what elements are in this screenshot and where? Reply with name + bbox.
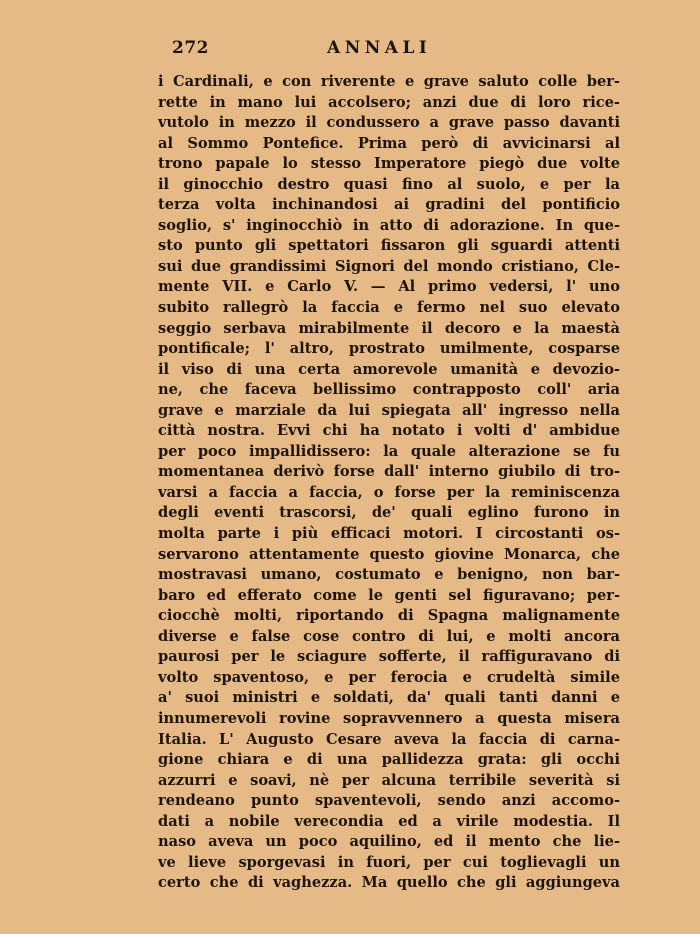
text-line: innumerevoli rovine sopravvennero a questa misera (158, 709, 620, 727)
running-head: ANNALI (327, 38, 432, 58)
text-line: volto spaventoso, e per ferocia e crudeltà simile (158, 668, 620, 686)
page-number: 272 (172, 38, 209, 58)
text-line: trono papale lo stesso Imperatore piegò due volte (158, 155, 620, 173)
text-line: mostravasi umano, costumato e benigno, non bar- (158, 566, 620, 584)
text-line: gione chiara e di una pallidezza grata: gli occhi (158, 751, 620, 769)
text-line: ve lieve sporgevasi in fuori, per cui toglievagli un (158, 853, 620, 871)
text-line: sto punto gli spettatori fissaron gli sguardi attenti (158, 237, 620, 255)
text-line: pontificale; l' altro, prostrato umilmente, cosparse (158, 340, 620, 358)
text-line: vutolo in mezzo il condussero a grave passo davanti (158, 114, 620, 132)
text-line: seggio serbava mirabilmente il decoro e la maestà (158, 319, 620, 337)
text-line: Italia. L' Augusto Cesare aveva la faccia di carna- (158, 730, 620, 748)
text-line: i Cardinali, e con riverente e grave saluto colle ber- (158, 73, 620, 90)
text-line: diverse e false cose contro di lui, e molti ancora (158, 627, 620, 645)
text-line: certo che di vaghezza. Ma quello che gli aggiungeva (158, 874, 620, 892)
text-line: grave e marziale da lui spiegata all' ingresso nella (158, 401, 620, 419)
text-line: per poco impallidissero: la quale alterazione se fu (158, 442, 620, 460)
text-line: paurosi per le sciagure sofferte, il raffiguravano di (158, 648, 620, 666)
text-line: al Sommo Pontefice. Prima però di avvicinarsi al (158, 134, 620, 152)
text-line: varsi a faccia a faccia, o forse per la reminiscenza (158, 483, 620, 501)
text-line: terza volta inchinandosi ai gradini del pontificio (158, 196, 620, 214)
text-line: rendeano punto spaventevoli, sendo anzi accomo- (158, 792, 620, 810)
text-line: azzurri e soavi, nè per alcuna terribile severità si (158, 771, 620, 789)
text-line: sui due grandissimi Signori del mondo cristiano, Cle- (158, 257, 620, 275)
text-line: naso aveva un poco aquilino, ed il mento che lie- (158, 833, 620, 851)
text-line: ne, che faceva bellissimo contrapposto coll' aria (158, 381, 620, 399)
text-line: a' suoi ministri e soldati, da' quali tanti danni e (158, 689, 620, 707)
text-line: rette in mano lui accolsero; anzi due di loro rice- (158, 93, 620, 111)
text-line: degli eventi trascorsi, de' quali eglino furono in (158, 504, 620, 522)
text-line: baro ed efferato come le genti sel figuravano; per- (158, 586, 620, 604)
body-text (158, 72, 620, 894)
text-line: momentanea derivò forse dall' interno giubilo di tro- (158, 463, 620, 481)
text-line: il ginocchio destro quasi fino al suolo, e per la (158, 175, 620, 193)
text-line: servarono attentamente questo giovine Monarca, che (158, 545, 620, 563)
page-header (0, 38, 700, 60)
text-line: città nostra. Evvi chi ha notato i volti d' ambidue (158, 422, 620, 440)
text-line: molta parte i più efficaci motori. I circostanti os- (158, 525, 620, 543)
text-line: il viso di una certa amorevole umanità e devozio- (158, 360, 620, 378)
text-line: mente VII. e Carlo V. — Al primo vedersi, l' uno (158, 278, 620, 296)
text-line: dati a nobile verecondia ed a virile modestia. Il (158, 812, 620, 830)
text-line: soglio, s' inginocchiò in atto di adorazione. In que- (158, 216, 620, 234)
text-line: subito rallegrò la faccia e fermo nel suo elevato (158, 299, 620, 317)
text-line: ciocchè molti, riportando di Spagna malignamente (158, 607, 620, 625)
